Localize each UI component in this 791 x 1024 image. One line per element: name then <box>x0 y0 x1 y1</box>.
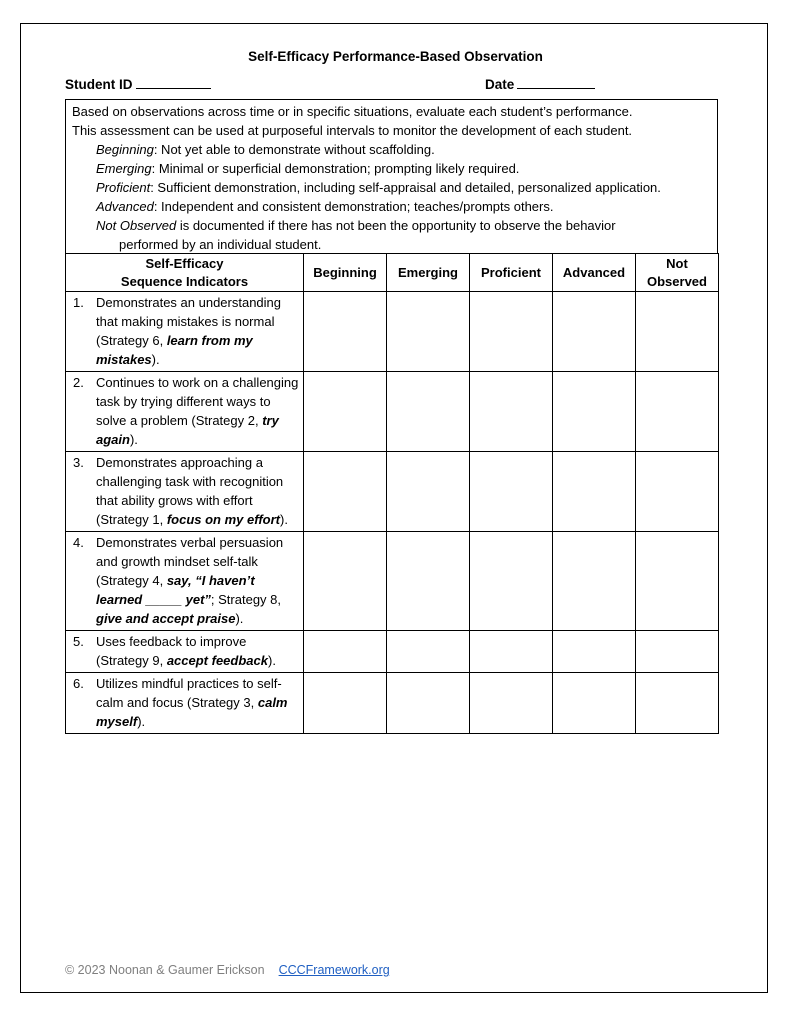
rating-cell[interactable] <box>636 292 719 372</box>
header-advanced: Advanced <box>553 254 636 292</box>
rating-cell[interactable] <box>636 631 719 673</box>
rating-cell[interactable] <box>553 631 636 673</box>
indicator-cell: 4. Demonstrates verbal persuasion and growth mindset self-talk (Strategy 4, say, “I haven’t learned _____ yet”; Strategy 8, give and accept praise). <box>66 532 304 631</box>
rating-cell[interactable] <box>470 372 553 452</box>
observation-table <box>65 253 719 734</box>
definition-proficient: Proficient: Sufficient demonstration, including self-appraisal and detailed, personalized application. <box>96 180 661 195</box>
header-proficient: Proficient <box>470 254 553 292</box>
rating-cell[interactable] <box>636 372 719 452</box>
indicator-cell: 3. Demonstrates approaching a challenging task with recognition that ability grows with effort (Strategy 1, focus on my effort). <box>66 452 304 532</box>
indicator-cell: 5. Uses feedback to improve (Strategy 9, accept feedback). <box>66 631 304 673</box>
rating-cell[interactable] <box>387 673 470 734</box>
definition-advanced: Advanced: Independent and consistent demonstration; teaches/prompts others. <box>96 199 554 214</box>
table-row <box>66 452 719 532</box>
instructions-line-1: Based on observations across time or in specific situations, evaluate each student’s performance. <box>72 104 633 119</box>
copyright-text: © 2023 Noonan & Gaumer Erickson <box>65 963 265 977</box>
footer <box>65 963 390 977</box>
rating-cell[interactable] <box>387 452 470 532</box>
table-row <box>66 292 719 372</box>
header-emerging: Emerging <box>387 254 470 292</box>
indicator-cell: 2. Continues to work on a challenging task by trying different ways to solve a problem (Strategy 2, try again). <box>66 372 304 452</box>
header-not-observed: Not Observed <box>636 254 719 292</box>
definition-not-observed-cont: performed by an individual student. <box>119 237 322 252</box>
definition-not-observed: Not Observed is documented if there has not been the opportunity to observe the behavior <box>96 218 616 233</box>
date-blank[interactable] <box>517 76 595 89</box>
rating-cell[interactable] <box>387 372 470 452</box>
table-row <box>66 631 719 673</box>
rating-cell[interactable] <box>470 631 553 673</box>
definition-emerging: Emerging: Minimal or superficial demonstration; prompting likely required. <box>96 161 520 176</box>
student-id-blank[interactable] <box>136 76 211 89</box>
rating-cell[interactable] <box>387 631 470 673</box>
rating-cell[interactable] <box>553 532 636 631</box>
rating-cell[interactable] <box>304 372 387 452</box>
student-id-field[interactable] <box>65 76 211 92</box>
rating-cell[interactable] <box>470 452 553 532</box>
rating-cell[interactable] <box>553 673 636 734</box>
table-row <box>66 673 719 734</box>
rating-cell[interactable] <box>553 292 636 372</box>
table-row <box>66 532 719 631</box>
rating-cell[interactable] <box>304 292 387 372</box>
rating-cell[interactable] <box>636 673 719 734</box>
indicator-cell: 6. Utilizes mindful practices to self-calm and focus (Strategy 3, calm myself). <box>66 673 304 734</box>
header-indicators: Self-Efficacy Sequence Indicators <box>66 254 304 292</box>
date-field[interactable] <box>485 76 595 92</box>
rating-cell[interactable] <box>470 532 553 631</box>
rating-cell[interactable] <box>470 673 553 734</box>
rating-cell[interactable] <box>387 532 470 631</box>
rating-cell[interactable] <box>304 532 387 631</box>
indicator-cell: 1. Demonstrates an understanding that making mistakes is normal (Strategy 6, learn from my mistakes). <box>66 292 304 372</box>
rating-cell[interactable] <box>387 292 470 372</box>
table-header-row <box>66 254 719 292</box>
rating-cell[interactable] <box>636 532 719 631</box>
rating-cell[interactable] <box>553 372 636 452</box>
rating-cell[interactable] <box>304 673 387 734</box>
rating-cell[interactable] <box>470 292 553 372</box>
header-beginning: Beginning <box>304 254 387 292</box>
document-title: Self-Efficacy Performance-Based Observation <box>248 49 543 64</box>
rating-cell[interactable] <box>304 631 387 673</box>
instructions-line-2: This assessment can be used at purposeful intervals to monitor the development of each student. <box>72 123 633 138</box>
definition-beginning: Beginning: Not yet able to demonstrate without scaffolding. <box>96 142 435 157</box>
student-id-label: Student ID <box>65 77 133 92</box>
rating-cell[interactable] <box>553 452 636 532</box>
rating-cell[interactable] <box>636 452 719 532</box>
website-link[interactable]: CCCFramework.org <box>278 963 390 977</box>
table-row <box>66 372 719 452</box>
rating-cell[interactable] <box>304 452 387 532</box>
instructions-box <box>65 99 718 254</box>
date-label: Date <box>485 77 515 92</box>
